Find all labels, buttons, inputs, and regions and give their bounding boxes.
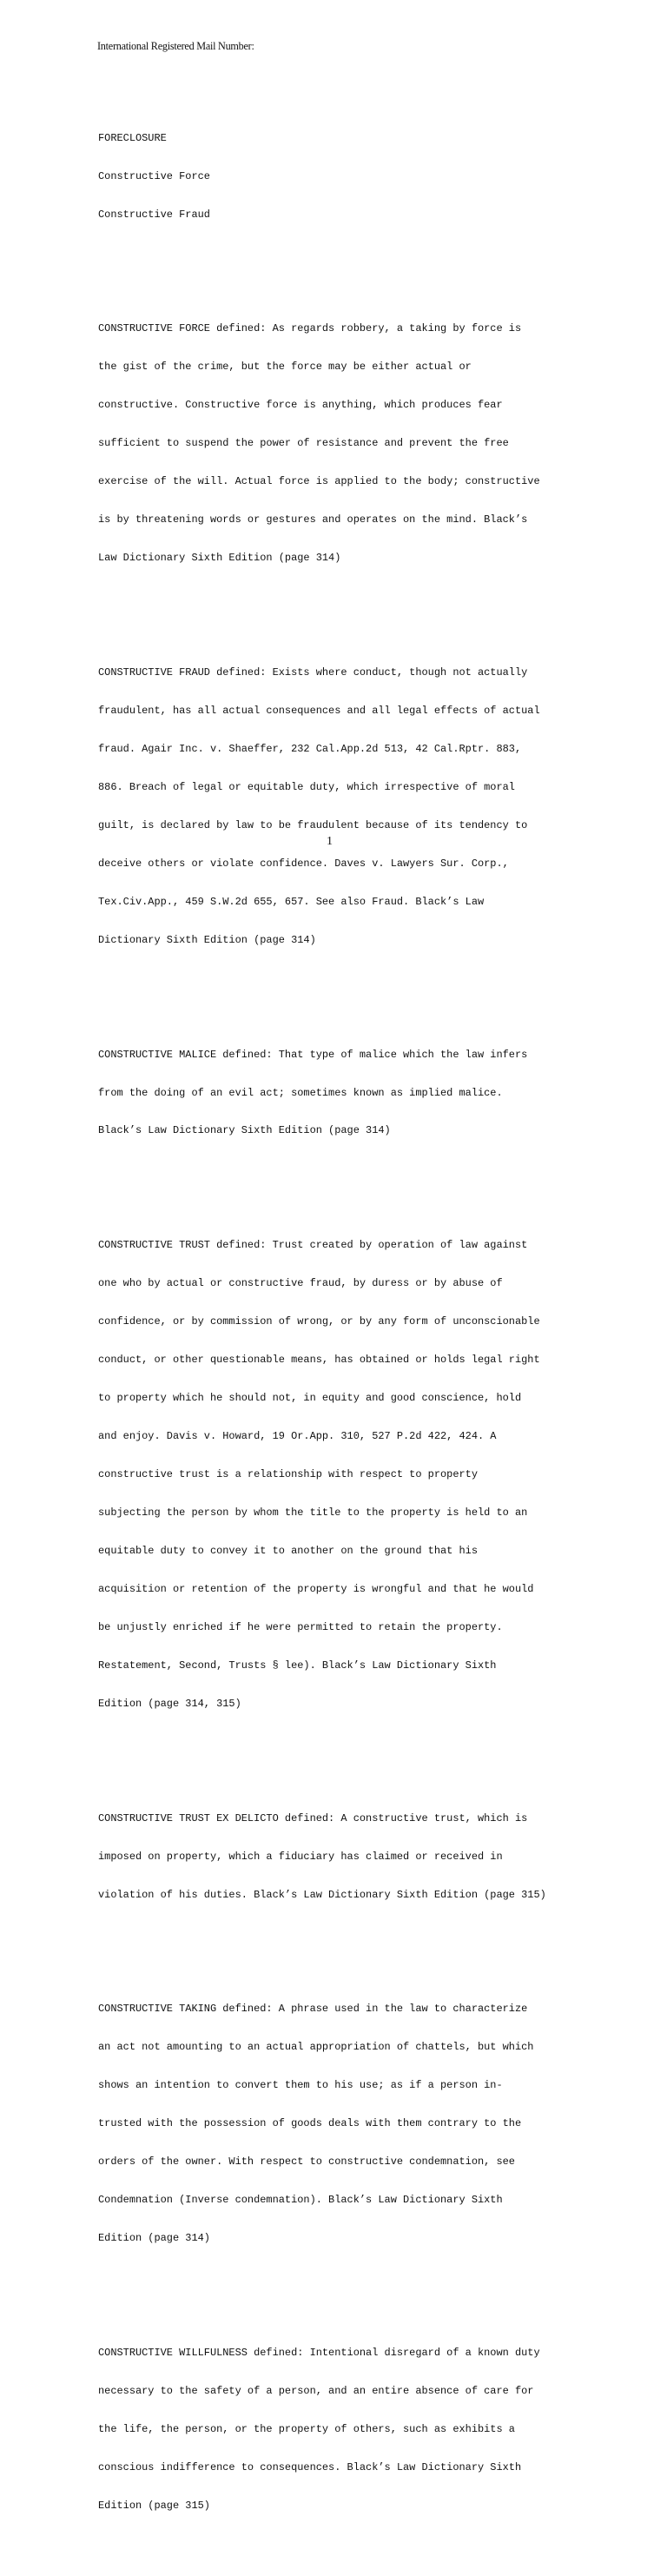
definition-line: Dictionary Sixth Edition (page 314) xyxy=(98,933,316,946)
definition-line: 886. Breach of legal or equitable duty, which irrespective of moral xyxy=(98,780,515,793)
definition-line: imposed on property, which a fiduciary has claimed or received in xyxy=(98,1850,503,1863)
definition-line: conduct, or other questionable means, has obtained or holds legal right xyxy=(98,1354,540,1367)
title-block xyxy=(98,106,619,246)
definition-line: orders of the owner. With respect to constructive condemnation, see xyxy=(98,2155,515,2169)
definition-line: to property which he should not, in equity and good conscience, hold xyxy=(98,1392,522,1405)
definition-line: equitable duty to convey it to another on the ground that his xyxy=(98,1544,478,1557)
definition-line: CONSTRUCTIVE TAKING defined: A phrase used in the law to characterize xyxy=(98,2003,528,2016)
definition-line: exercise of the will. Actual force is applied to the body; constructive xyxy=(98,475,540,488)
definition-line: be unjustly enriched if he were permitted to retain the property. xyxy=(98,1620,503,1633)
definition-constructive-trust xyxy=(98,1214,619,1736)
definition-line: Tex.Civ.App., 459 S.W.2d 655, 657. See also Fraud. Black’s Law xyxy=(98,895,485,908)
definition-line: deceive others or violate confidence. Daves v. Lawyers Sur. Corp., xyxy=(98,857,509,870)
definition-constructive-willfulness xyxy=(98,2321,619,2538)
definition-line: fraudulent, has all actual consequences and all legal effects of actual xyxy=(98,704,540,717)
definition-line: CONSTRUCTIVE MALICE defined: That type of malice which the law infers xyxy=(98,1048,528,1061)
subtitle-constructive-fraud: Constructive Fraud xyxy=(98,208,210,221)
definition-line: Edition (page 315) xyxy=(98,2499,210,2512)
definition-line: violation of his duties. Black’s Law Dictionary Sixth Edition (page 315) xyxy=(98,1888,546,1901)
definition-constructive-trust-ex-delicto xyxy=(98,1786,619,1926)
definition-line: is by threatening words or gestures and operates on the mind. Black’s xyxy=(98,513,528,526)
definition-constructive-force xyxy=(98,297,619,590)
definition-line: fraud. Agair Inc. v. Shaeffer, 232 Cal.App.2d 513, 42 Cal.Rptr. 883, xyxy=(98,742,522,755)
definition-line: from the doing of an evil act; sometimes known as implied malice. xyxy=(98,1086,503,1099)
document-title: FORECLOSURE xyxy=(98,131,167,144)
definition-line: CONSTRUCTIVE WILLFULNESS defined: Intentional disregard of a known duty xyxy=(98,2347,540,2360)
definition-line: Black’s Law Dictionary Sixth Edition (page 314) xyxy=(98,1124,391,1137)
definition-line: constructive. Constructive force is anything, which produces fear xyxy=(98,399,503,412)
definition-line: an act not amounting to an actual appropriation of chattels, but which xyxy=(98,2041,534,2054)
definition-line: CONSTRUCTIVE TRUST defined: Trust created by operation of law against xyxy=(98,1239,528,1252)
page-number: 1 xyxy=(327,835,333,848)
definition-line: Restatement, Second, Trusts § lee). Black’s Law Dictionary Sixth xyxy=(98,1659,497,1672)
definition-line: conscious indifference to consequences. Black’s Law Dictionary Sixth xyxy=(98,2460,522,2473)
definition-line: subjecting the person by whom the title to the property is held to an xyxy=(98,1507,528,1519)
definition-constructive-malice xyxy=(98,1023,619,1162)
definition-line: CONSTRUCTIVE TRUST EX DELICTO defined: A constructive trust, which is xyxy=(98,1811,528,1824)
definition-constructive-taking xyxy=(98,1977,619,2270)
registered-mail-number-label: International Registered Mail Number: xyxy=(97,40,254,52)
definition-line: trusted with the possession of goods deals with them contrary to the xyxy=(98,2117,522,2130)
definition-line: CONSTRUCTIVE FRAUD defined: Exists where conduct, though not actually xyxy=(98,666,528,679)
definition-line: Edition (page 314) xyxy=(98,2232,210,2245)
definition-line: constructive trust is a relationship with respect to property xyxy=(98,1468,478,1481)
document-body xyxy=(98,81,619,2576)
definition-line: Edition (page 314, 315) xyxy=(98,1697,241,1710)
subtitle-constructive-force: Constructive Force xyxy=(98,169,210,182)
definition-line: necessary to the safety of a person, and an entire absence of care for xyxy=(98,2384,534,2397)
definition-line: acquisition or retention of the property is wrongful and that he would xyxy=(98,1582,534,1595)
definition-line: shows an intention to convert them to his use; as if a person in- xyxy=(98,2079,503,2092)
definition-line: CONSTRUCTIVE FORCE defined: As regards robbery, a taking by force is xyxy=(98,322,522,335)
definition-constructive-fraud xyxy=(98,641,619,972)
definition-line: sufficient to suspend the power of resistance and prevent the free xyxy=(98,437,509,450)
definition-line: and enjoy. Davis v. Howard, 19 Or.App. 310, 527 P.2d 422, 424. A xyxy=(98,1430,497,1443)
definition-line: the gist of the crime, but the force may be either actual or xyxy=(98,361,472,374)
definition-line: confidence, or by commission of wrong, or by any form of unconscionable xyxy=(98,1315,540,1328)
definition-line: Law Dictionary Sixth Edition (page 314) xyxy=(98,552,341,565)
definition-line: one who by actual or constructive fraud, by duress or by abuse of xyxy=(98,1277,503,1290)
definition-line: the life, the person, or the property of others, such as exhibits a xyxy=(98,2422,515,2435)
definition-line: Condemnation (Inverse condemnation). Black’s Law Dictionary Sixth xyxy=(98,2194,503,2207)
definition-line: guilt, is declared by law to be fraudulent because of its tendency to xyxy=(98,818,528,831)
